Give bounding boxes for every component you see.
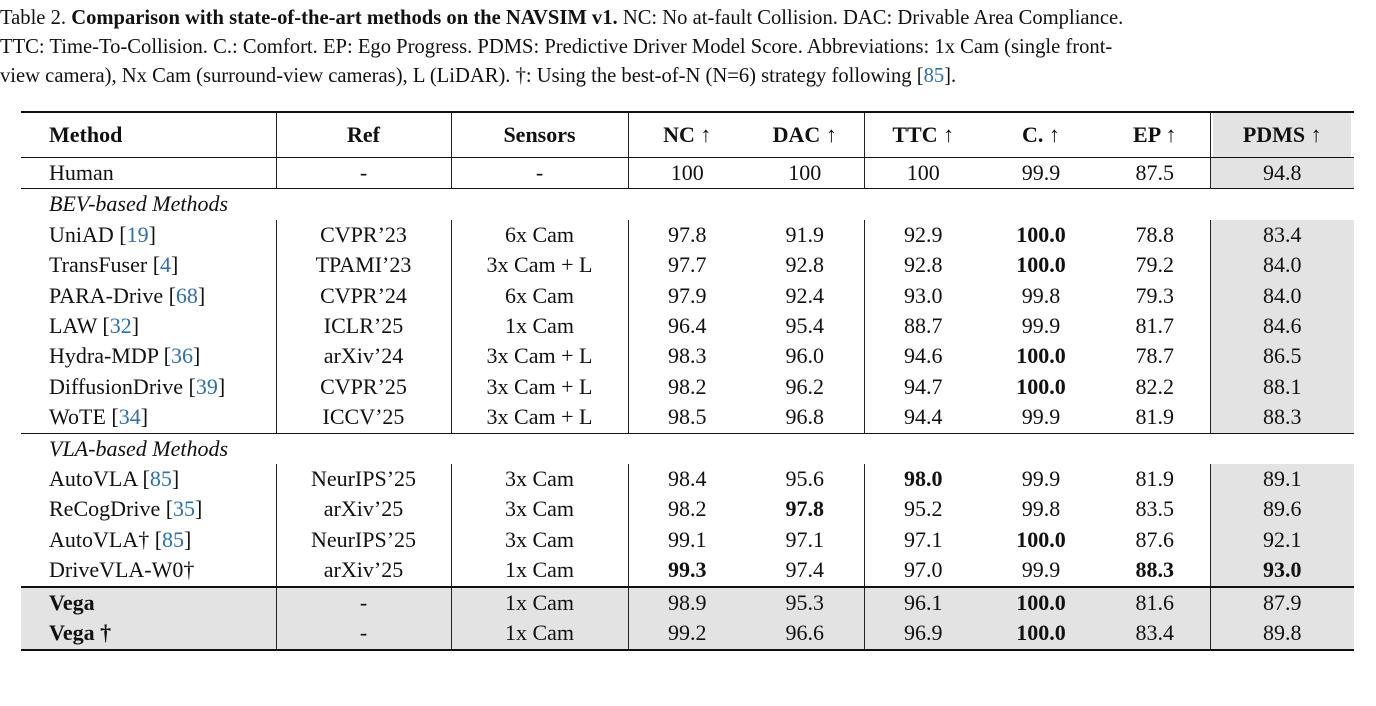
header-dac: DAC ↑	[746, 112, 864, 158]
cell-dac: 97.1	[746, 525, 864, 555]
cell-sensors: 3x Cam	[451, 494, 628, 524]
cell-dac: 91.9	[746, 220, 864, 250]
cell-ref: ICCV’25	[276, 402, 451, 433]
cell-sensors: 1x Cam	[451, 587, 628, 618]
cell-method	[21, 311, 276, 341]
cell-method	[21, 464, 276, 494]
cell-ref: -	[276, 618, 451, 649]
header-pdms-label: PDMS ↑	[1213, 113, 1351, 157]
cell-ref: arXiv’24	[276, 341, 451, 371]
cell-pdms: 94.8	[1210, 158, 1354, 189]
cell-ref: -	[276, 158, 451, 189]
cell-ttc: 92.8	[904, 252, 943, 278]
citation-link[interactable]: 4	[160, 252, 172, 278]
cell-nc: 98.3	[668, 343, 707, 369]
citation-bracket: ]	[171, 252, 179, 278]
cell-ref: arXiv’25	[276, 494, 451, 524]
cell-nc: 98.9	[628, 587, 746, 618]
cell-sensors: -	[451, 158, 628, 189]
cell-ttc: 94.4	[904, 404, 943, 430]
cell-ep: 83.5	[1100, 494, 1210, 524]
table-row	[21, 525, 1354, 555]
method-name: TransFuser [	[49, 252, 161, 278]
caption-line3-end: ].	[944, 65, 957, 87]
cell-nc: 98.4	[668, 466, 707, 492]
cell-ref: NeurIPS’25	[276, 464, 451, 494]
cell-pdms: 86.5	[1210, 341, 1354, 371]
caption-prefix: Table 2.	[0, 7, 67, 29]
cell-dac: 96.0	[746, 341, 864, 371]
cell-method	[21, 402, 276, 433]
cell-ep: 79.3	[1100, 281, 1210, 311]
cell-nc: 98.2	[668, 496, 707, 522]
comparison-table	[21, 111, 1354, 651]
citation-link[interactable]: 39	[195, 373, 218, 399]
cell-comfort: 99.9	[1021, 466, 1061, 492]
cell-pdms: 92.1	[1210, 525, 1354, 555]
cell-nc: 96.4	[668, 313, 707, 339]
cell-sensors: 6x Cam	[451, 281, 628, 311]
cell-dac: 97.4	[746, 555, 864, 586]
cell-method: Vega †	[21, 618, 276, 649]
cell-comfort: 99.8	[1021, 496, 1061, 522]
cell-dac: 95.6	[746, 464, 864, 494]
cell-sensors: 3x Cam + L	[451, 341, 628, 371]
cell-pdms: 89.1	[1210, 464, 1354, 494]
cell-method	[21, 281, 276, 311]
section-title: BEV-based Methods	[21, 189, 1354, 220]
header-ep: EP ↑	[1100, 112, 1210, 158]
citation-bracket: ]	[171, 466, 180, 492]
cell-method	[21, 525, 276, 555]
citation-bracket: ]	[140, 404, 149, 430]
cell-sensors: 1x Cam	[451, 311, 628, 341]
cell-sensors: 3x Cam	[451, 464, 628, 494]
table-row	[21, 220, 1354, 250]
method-name: AutoVLA [	[49, 466, 150, 492]
cell-pdms: 83.4	[1210, 220, 1354, 250]
cell-dac: 97.8	[746, 494, 864, 524]
caption-line-1	[0, 4, 1376, 33]
table-row	[21, 250, 1354, 280]
citation-link[interactable]: 35	[173, 496, 196, 522]
cell-ep: 81.9	[1100, 402, 1210, 433]
method-name: DriveVLA-W0†	[49, 557, 195, 583]
citation-link[interactable]: 32	[109, 313, 132, 339]
cell-pdms: 88.3	[1210, 402, 1354, 433]
citation-link[interactable]: 68	[175, 282, 198, 308]
cell-pdms: 88.1	[1210, 372, 1354, 402]
cell-sensors: 3x Cam + L	[451, 372, 628, 402]
cell-sensors: 1x Cam	[451, 555, 628, 586]
citation-bracket: ]	[217, 373, 226, 399]
cell-comfort: 99.9	[982, 158, 1100, 189]
cell-ttc: 100	[864, 158, 982, 189]
cell-ttc: 96.1	[864, 587, 982, 618]
cell-ref: ICLR’25	[276, 311, 451, 341]
cell-pdms: 87.9	[1210, 587, 1354, 618]
cell-nc: 98.5	[668, 404, 707, 430]
caption-line3-text: view camera), Nx Cam (surround-view cameras), L (LiDAR). †: Using the best-of-N (N=6) strategy following [	[0, 65, 924, 87]
table-row	[21, 402, 1354, 433]
table-caption	[0, 4, 1376, 91]
citation-link[interactable]: 85	[923, 65, 945, 87]
cell-nc: 99.2	[628, 618, 746, 649]
cell-ref: CVPR’25	[276, 372, 451, 402]
cell-ep: 78.8	[1100, 220, 1210, 250]
citation-link[interactable]: 85	[162, 526, 185, 552]
header-ref: Ref	[276, 112, 451, 158]
citation-link[interactable]: 19	[126, 221, 149, 247]
citation-bracket: ]	[148, 221, 156, 247]
method-name: Hydra-MDP [	[49, 343, 171, 369]
cell-ref: CVPR’23	[276, 220, 451, 250]
cell-sensors: 1x Cam	[451, 618, 628, 649]
human-row	[21, 158, 1354, 189]
cell-ep: 81.7	[1100, 311, 1210, 341]
cell-dac: 96.8	[746, 402, 864, 433]
cell-ref: TPAMI’23	[276, 250, 451, 280]
cell-sensors: 3x Cam + L	[451, 250, 628, 280]
table-row	[21, 372, 1354, 402]
cell-comfort: 100.0	[1016, 221, 1066, 247]
cell-ttc: 92.9	[904, 221, 943, 247]
cell-dac: 100	[746, 158, 864, 189]
cell-dac: 96.2	[746, 372, 864, 402]
header-row	[21, 112, 1354, 158]
cell-dac: 96.6	[746, 618, 864, 649]
cell-comfort: 99.9	[1021, 557, 1061, 583]
cell-ep: 81.6	[1100, 587, 1210, 618]
header-pdms	[1210, 112, 1354, 158]
header-comfort: C. ↑	[982, 112, 1100, 158]
cell-nc: 97.9	[668, 282, 707, 308]
cell-ttc: 94.6	[904, 343, 943, 369]
cell-ttc: 95.2	[904, 496, 943, 522]
cell-dac: 95.3	[746, 587, 864, 618]
citation-link[interactable]: 85	[149, 466, 172, 492]
cell-nc: 98.2	[668, 373, 707, 399]
cell-ep: 78.7	[1100, 341, 1210, 371]
cell-ep: 87.5	[1100, 158, 1210, 189]
method-name: PARA-Drive [	[49, 282, 176, 308]
header-ttc: TTC ↑	[864, 112, 982, 158]
citation-bracket: ]	[184, 526, 192, 552]
cell-method	[21, 555, 276, 586]
cell-method	[21, 341, 276, 371]
cell-ep: 88.3	[1100, 555, 1210, 586]
cell-comfort: 100.0	[1016, 373, 1066, 399]
cell-comfort: 100.0	[1016, 526, 1066, 552]
cell-sensors: 3x Cam	[451, 525, 628, 555]
cell-ep: 81.9	[1100, 464, 1210, 494]
table-row	[21, 341, 1354, 371]
cell-ttc: 96.9	[864, 618, 982, 649]
header-nc: NC ↑	[628, 112, 746, 158]
cell-method	[21, 220, 276, 250]
cell-ref: -	[276, 587, 451, 618]
cell-ep: 79.2	[1100, 250, 1210, 280]
cell-ttc: 97.1	[904, 526, 943, 552]
table-row	[21, 281, 1354, 311]
cell-ttc: 97.0	[904, 557, 943, 583]
method-name: ReCogDrive [	[49, 496, 174, 522]
citation-bracket: ]	[197, 282, 206, 308]
header-method: Method	[21, 112, 276, 158]
cell-nc: 97.8	[668, 221, 707, 247]
citation-bracket: ]	[193, 343, 201, 369]
cell-comfort: 99.8	[1021, 282, 1061, 308]
cell-ep: 82.2	[1100, 372, 1210, 402]
cell-ref: CVPR’24	[276, 281, 451, 311]
cell-comfort: 100.0	[1016, 343, 1066, 369]
table-row	[21, 555, 1354, 586]
method-name: UniAD [	[49, 221, 127, 247]
section-header-vla	[21, 433, 1354, 464]
cell-dac: 92.8	[746, 250, 864, 280]
cell-comfort: 99.9	[1021, 404, 1061, 430]
cell-ref: arXiv’25	[276, 555, 451, 586]
table-row	[21, 311, 1354, 341]
cell-nc: 100	[628, 158, 746, 189]
cell-pdms: 84.0	[1210, 250, 1354, 280]
cell-method	[21, 250, 276, 280]
cell-comfort: 99.9	[1021, 313, 1061, 339]
cell-pdms: 93.0	[1210, 555, 1354, 586]
cell-dac: 95.4	[746, 311, 864, 341]
section-header-bev	[21, 189, 1354, 220]
cell-nc: 99.3	[668, 557, 707, 583]
cell-comfort: 100.0	[982, 618, 1100, 649]
citation-bracket: ]	[131, 313, 140, 339]
cell-method: Vega	[21, 587, 276, 618]
caption-line-2: TTC: Time-To-Collision. C.: Comfort. EP: Ego Progress. PDMS: Predictive Driver Model Score. Abbreviations: 1x Cam (single front-	[0, 36, 1113, 58]
citation-bracket: ]	[195, 496, 203, 522]
method-name: DiffusionDrive [	[49, 373, 196, 399]
cell-ttc: 88.7	[904, 313, 943, 339]
table-row	[21, 618, 1354, 649]
cell-method	[21, 494, 276, 524]
cell-pdms: 84.0	[1210, 281, 1354, 311]
cell-ttc: 94.7	[904, 373, 943, 399]
table-row	[21, 464, 1354, 494]
cell-sensors: 6x Cam	[451, 220, 628, 250]
cell-sensors: 3x Cam + L	[451, 402, 628, 433]
cell-nc: 97.7	[668, 252, 707, 278]
cell-method	[21, 372, 276, 402]
cell-pdms: 89.6	[1210, 494, 1354, 524]
header-sensors: Sensors	[451, 112, 628, 158]
cell-ep: 87.6	[1100, 525, 1210, 555]
table-row	[21, 494, 1354, 524]
cell-pdms: 84.6	[1210, 311, 1354, 341]
caption-line1-rest: NC: No at-fault Collision. DAC: Drivable Area Compliance.	[622, 7, 1124, 29]
citation-link[interactable]: 36	[171, 343, 193, 369]
cell-ttc: 98.0	[904, 466, 943, 492]
section-title: VLA-based Methods	[21, 433, 1354, 464]
cell-dac: 92.4	[746, 281, 864, 311]
cell-comfort: 100.0	[982, 587, 1100, 618]
caption-line-3	[0, 62, 1376, 91]
caption-title: Comparison with state-of-the-art methods on the NAVSIM v1.	[71, 7, 618, 29]
cell-method: Human	[21, 158, 276, 189]
cell-comfort: 100.0	[1016, 252, 1066, 278]
table-row	[21, 587, 1354, 618]
cell-nc: 99.1	[668, 526, 707, 552]
method-name: WoTE [	[49, 404, 119, 430]
method-name: LAW [	[49, 313, 110, 339]
method-name: AutoVLA† [	[49, 526, 163, 552]
cell-pdms: 89.8	[1210, 618, 1354, 649]
citation-link[interactable]: 34	[118, 404, 141, 430]
cell-ref: NeurIPS’25	[276, 525, 451, 555]
cell-ttc: 93.0	[904, 282, 943, 308]
cell-ep: 83.4	[1100, 618, 1210, 649]
